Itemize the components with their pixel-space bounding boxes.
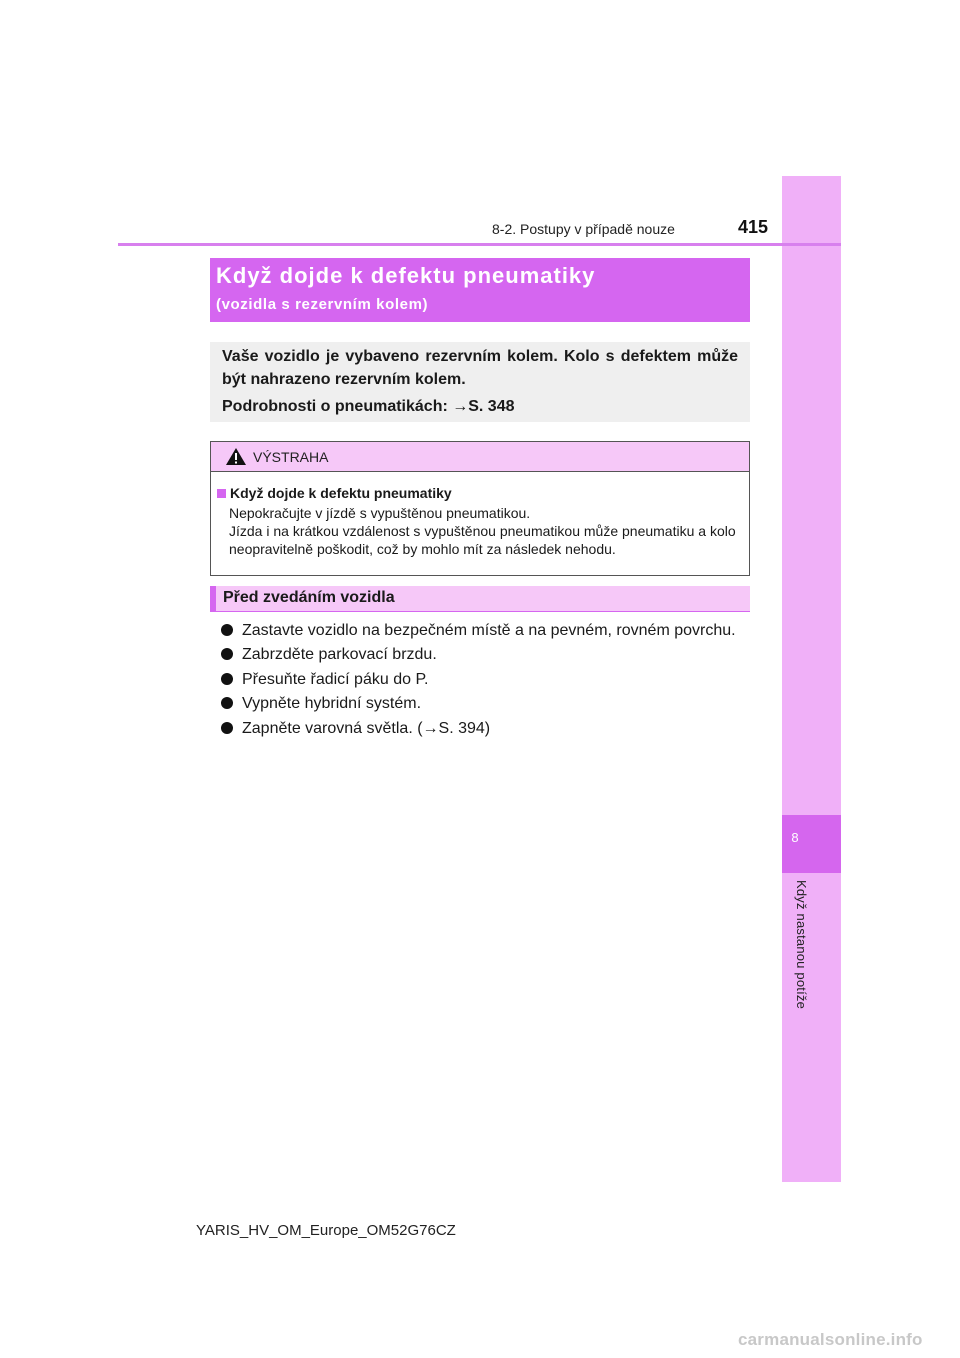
- warning-heading: [217, 485, 749, 501]
- warning-line-1: Nepokračujte v jízdě s vypuštěnou pneumatikou.: [229, 505, 531, 521]
- section-label: 8-2. Postupy v případě nouze: [492, 221, 675, 237]
- bullet-icon: [221, 697, 233, 709]
- warning-heading-text: Když dojde k defektu pneumatiky: [230, 485, 452, 501]
- document-id: YARIS_HV_OM_Europe_OM52G76CZ: [196, 1222, 456, 1239]
- warning-triangle-icon: [225, 447, 247, 471]
- chapter-number: 8: [791, 830, 799, 845]
- bullet-icon: [221, 624, 233, 636]
- warning-line-2: Jízda i na krátkou vzdálenost s vypuštěnou pneumatikou může pneumatiku a kolo neopravitelně poškodit, což by mohlo mít za následek nehodu.: [229, 523, 736, 557]
- list-item: Zabrzděte parkovací brzdu.: [221, 643, 736, 667]
- subsection-title: Před zvedáním vozidla: [210, 586, 750, 612]
- intro-reference: Podrobnosti o pneumatikách: →S. 348: [222, 398, 515, 415]
- bullet-icon: [221, 722, 233, 734]
- title-box: [210, 258, 750, 322]
- list-item: Zapněte varovná světla. (→S. 394): [221, 717, 736, 741]
- chapter-title: Když nastanou potíže: [794, 880, 809, 1010]
- list-item: Přesuňte řadicí páku do P.: [221, 668, 736, 692]
- bullet-icon: [221, 673, 233, 685]
- page-title: Když dojde k defektu pneumatiky: [216, 263, 596, 288]
- chapter-side-tab: [782, 176, 841, 1182]
- intro-text: Vaše vozidlo je vybaveno rezervním kolem. Kolo s defektem může být nahrazeno rezervním kolem.: [222, 348, 738, 388]
- intro-box: [210, 342, 750, 422]
- page-subtitle: (vozidla s rezervním kolem): [216, 296, 429, 313]
- page-number: 415: [738, 217, 769, 237]
- bullet-icon: [221, 648, 233, 660]
- list-item: Zastavte vozidlo na bezpečném místě a na pevném, rovném povrchu.: [221, 619, 736, 643]
- header-divider: [118, 243, 841, 246]
- watermark: carmanualsonline.info: [738, 1330, 923, 1349]
- square-bullet-icon: [217, 489, 226, 498]
- warning-box: [210, 441, 750, 576]
- warning-header: [211, 442, 749, 472]
- warning-body: [211, 472, 749, 558]
- list-item: Vypněte hybridní systém.: [221, 692, 736, 716]
- warning-label: VÝSTRAHA: [253, 449, 329, 465]
- instruction-list: [221, 619, 736, 741]
